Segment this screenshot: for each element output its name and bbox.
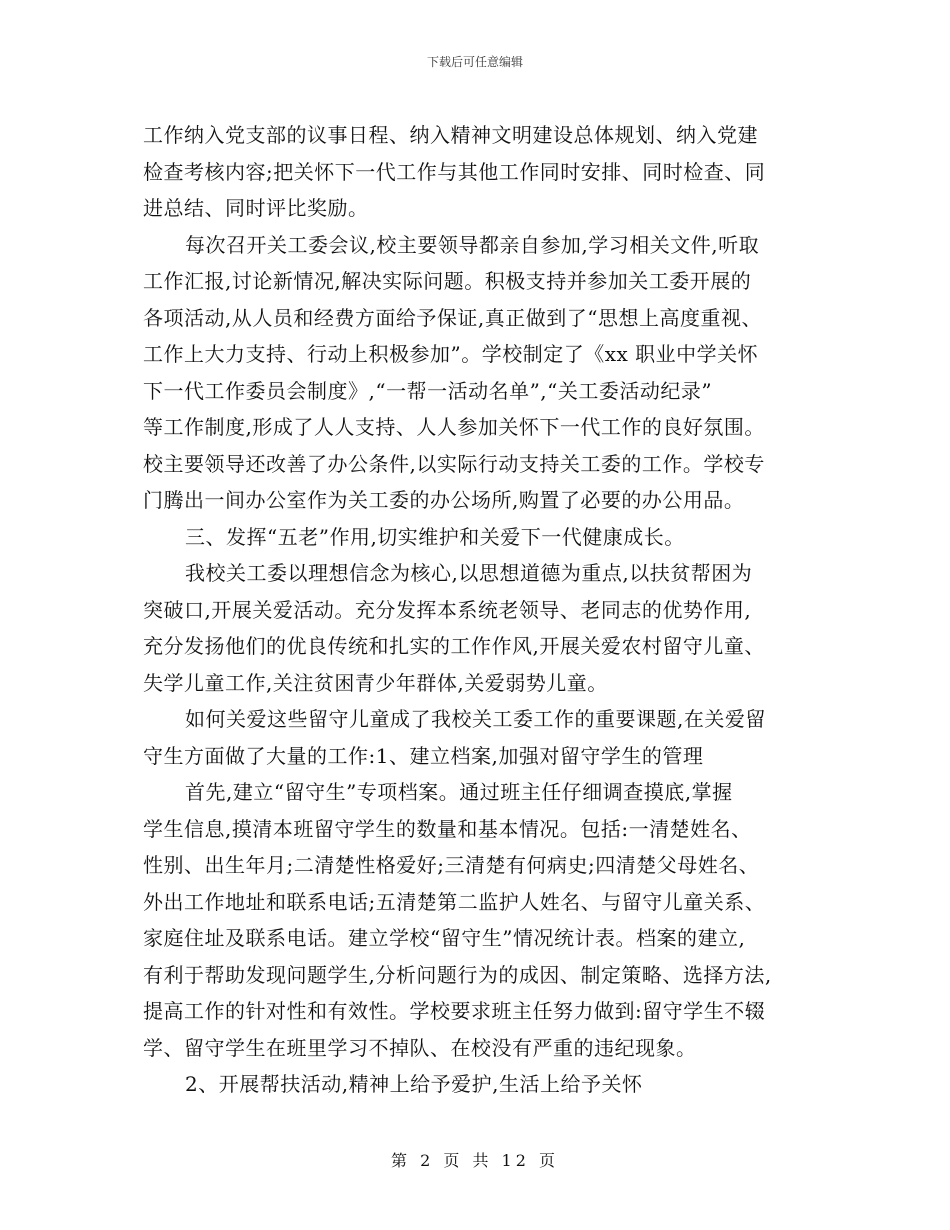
text-line: 失学儿童工作,关注贫困青少年群体,关爱弱势儿童。 (143, 670, 608, 695)
text-line: 充分发扬他们的优良传统和扎实的工作作风,开展关爱农村留守儿童、 (143, 634, 765, 658)
text-line: 家庭住址及联系电话。建立学校“留守生”情况统计表。档案的建立, (143, 926, 746, 950)
text-line: 校主要领导还改善了办公条件,以实际行动支持关工委的工作。学校专 (143, 451, 765, 476)
text-line: 工作汇报,讨论新情况,解决实际问题。积极支持并参加关工委开展的 (143, 269, 752, 293)
document-body (143, 117, 815, 1103)
text-line: 性别、出生年月;二清楚性格爱好;三清楚有何病史;四清楚父母姓名、 (143, 853, 760, 877)
text-line: 外出工作地址和联系电话;五清楚第二监护人姓名、与留守儿童关系、 (143, 889, 766, 914)
text-line: 等工作制度,形成了人人支持、人人参加关怀下一代工作的良好氛围。 (143, 415, 765, 439)
page-header: 下载后可任意编辑 (426, 55, 523, 69)
text-line: 下一代工作委员会制度》,“一帮一活动名单”,“关工委活动纪录” (143, 378, 713, 403)
text-line: 各项活动,从人员和经费方面给予保证,真正做到了“思想上高度重视、 (143, 305, 762, 330)
text-line: 工作纳入党支部的议事日程、纳入精神文明建设总体规划、纳入党建 (143, 123, 758, 147)
page-footer: 第 2 页 共 12 页 (391, 1151, 559, 1170)
text-line: 我校关工委以理想信念为核心,以思想道德为重点,以扶贫帮困为 (185, 561, 753, 585)
text-line: 首先,建立“留守生”专项档案。通过班主任仔细调查摸底,掌握 (185, 780, 733, 804)
text-line: 学、留守学生在班里学习不掉队、在校没有严重的违纪现象。 (143, 1035, 697, 1060)
text-line: 每次召开关工委会议,校主要领导都亲自参加,学习相关文件,听取 (185, 232, 760, 257)
text-line: 进总结、同时评比奖励。 (143, 196, 369, 220)
text-line: 如何关爱这些留守儿童成了我校关工委工作的重要课题,在关爱留 (185, 707, 766, 731)
text-line: 学生信息,摸清本班留守学生的数量和基本情况。包括:一清楚姓名、 (143, 816, 752, 841)
text-line: 检查考核内容;把关怀下一代工作与其他工作同时安排、同时检查、同 (143, 159, 766, 184)
text-line: 守生方面做了大量的工作:1、建立档案,加强对留守学生的管理 (143, 743, 704, 768)
text-line: 突破口,开展关爱活动。充分发挥本系统老领导、老同志的优势作用, (143, 597, 752, 622)
text-line: 2、开展帮扶活动,精神上给予爱护,生活上给予关怀 (185, 1072, 643, 1096)
text-line: 有利于帮助发现问题学生,分析问题行为的成因、制定策略、选择方法, (143, 962, 772, 987)
text-line: 三、发挥“五老”作用,切实维护和关爱下一代健康成长。 (185, 524, 685, 549)
text-line: 工作上大力支持、行动上积极参加”。学校制定了《xx 职业中学关怀 (143, 342, 759, 366)
text-line: 门腾出一间办公室作为关工委的办公场所,购置了必要的办公用品。 (143, 488, 745, 512)
text-line: 提高工作的针对性和有效性。学校要求班主任努力做到:留守学生不辍 (143, 999, 766, 1023)
